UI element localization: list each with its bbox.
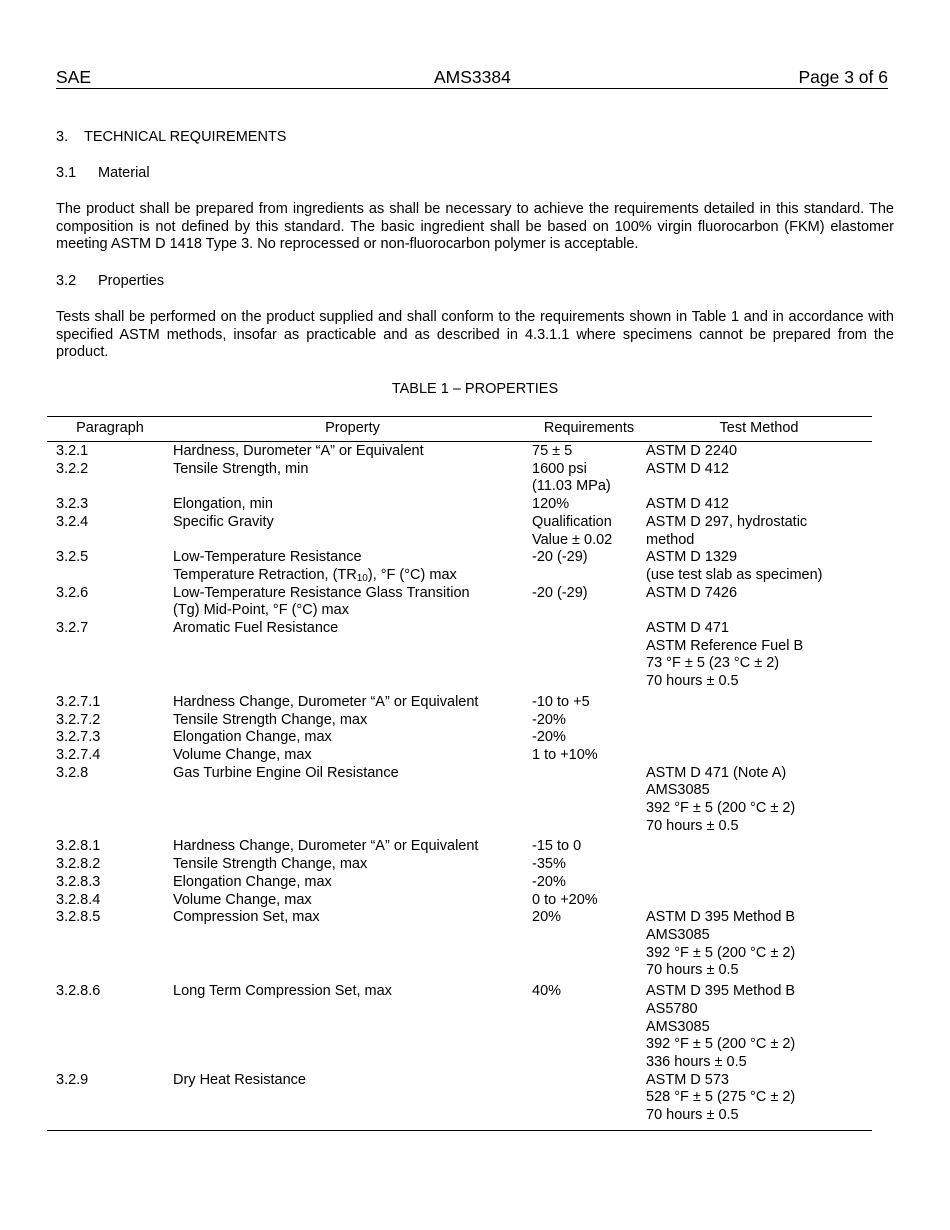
property-line: Volume Change, max xyxy=(173,746,312,763)
test-method-line: 70 hours ± 0.5 xyxy=(646,962,739,979)
requirement-line: 120% xyxy=(532,496,570,513)
section-3-1-title: Material xyxy=(98,165,150,181)
cell-test-method xyxy=(646,874,872,892)
cell-requirements xyxy=(532,835,646,856)
table-row xyxy=(47,909,872,980)
test-method-line: 392 °F ± 5 (200 °C ± 2) xyxy=(646,944,796,961)
cell-requirements xyxy=(532,1072,646,1131)
table-row xyxy=(47,496,872,514)
test-method-line: 528 °F ± 5 (275 °C ± 2) xyxy=(646,1089,796,1106)
test-method-line: ASTM D 412 xyxy=(646,460,729,477)
test-method-line: AMS3085 xyxy=(646,782,710,799)
cell-requirements xyxy=(532,620,646,691)
property-line: Volume Change, max xyxy=(173,891,312,908)
property-line: (Tg) Mid-Point, °F (°C) max xyxy=(173,602,349,619)
col-header-paragraph: Paragraph xyxy=(47,417,173,442)
property-line: Compression Set, max xyxy=(173,909,320,926)
property-line: Tensile Strength Change, max xyxy=(173,711,368,728)
table-caption: TABLE 1 – PROPERTIES xyxy=(391,381,559,397)
cell-test-method xyxy=(646,980,872,1072)
property-line: Hardness Change, Durometer “A” or Equivalent xyxy=(173,693,479,710)
table-row xyxy=(47,765,872,836)
property-line: Low-Temperature Resistance Glass Transition xyxy=(173,584,470,601)
cell-property xyxy=(173,892,532,910)
header-page-number: Page 3 of 6 xyxy=(798,67,888,87)
cell-property xyxy=(173,856,532,874)
test-method-line: ASTM D 573 xyxy=(646,1071,729,1088)
col-header-property: Property xyxy=(173,417,532,442)
requirement-line: -20 (-29) xyxy=(532,584,588,601)
table-row xyxy=(47,980,872,1072)
cell-paragraph: 3.2.7.3 xyxy=(56,729,101,746)
test-method-line: ASTM D 412 xyxy=(646,496,729,513)
cell-requirements xyxy=(532,909,646,980)
cell-paragraph: 3.2.7.4 xyxy=(56,746,101,763)
requirement-line: 20% xyxy=(532,909,562,926)
cell-test-method xyxy=(646,892,872,910)
cell-requirements xyxy=(532,729,646,747)
test-method-line: (use test slab as specimen) xyxy=(646,566,823,583)
table-row xyxy=(47,874,872,892)
cell-requirements xyxy=(532,549,646,584)
page-header xyxy=(56,67,888,89)
property-line: Elongation, min xyxy=(173,496,273,513)
cell-paragraph: 3.2.9 xyxy=(47,1072,173,1131)
cell-paragraph: 3.2.8.6 xyxy=(56,983,101,1000)
table-header-row xyxy=(47,417,872,442)
test-method-line: ASTM D 395 Method B xyxy=(646,909,796,926)
table-row xyxy=(47,620,872,691)
property-line: Tensile Strength Change, max xyxy=(173,856,368,873)
table-row xyxy=(47,549,872,584)
section-3-2-number: 3.2 xyxy=(56,273,77,289)
cell-test-method xyxy=(646,514,872,549)
property-line: Elongation Change, max xyxy=(173,729,332,746)
cell-requirements xyxy=(532,874,646,892)
requirement-line: 75 ± 5 xyxy=(532,443,573,459)
section-3-heading xyxy=(56,129,286,146)
cell-paragraph: 3.2.7.1 xyxy=(56,693,101,710)
requirement-line: 0 to +20% xyxy=(532,891,598,908)
cell-test-method xyxy=(646,909,872,980)
cell-property xyxy=(173,874,532,892)
header-doc-number: AMS3384 xyxy=(434,67,511,87)
property-text: Temperature Retraction, (TR xyxy=(173,566,357,583)
property-line: Long Term Compression Set, max xyxy=(173,983,392,1000)
cell-paragraph: 3.2.8 xyxy=(56,764,89,781)
table-row xyxy=(47,691,872,712)
cell-property xyxy=(173,747,532,765)
requirement-line: -35% xyxy=(532,856,566,873)
test-method-line: 336 hours ± 0.5 xyxy=(646,1053,747,1070)
requirement-line: -20% xyxy=(532,873,566,890)
table-row xyxy=(47,747,872,765)
test-method-line: 392 °F ± 5 (200 °C ± 2) xyxy=(646,800,796,817)
table-row xyxy=(47,856,872,874)
cell-paragraph: 3.2.8.2 xyxy=(56,856,101,873)
cell-paragraph: 3.2.7.2 xyxy=(56,711,101,728)
property-line: Dry Heat Resistance xyxy=(173,1071,306,1088)
cell-property xyxy=(173,461,532,496)
cell-test-method xyxy=(646,856,872,874)
cell-property xyxy=(173,980,532,1072)
cell-test-method xyxy=(646,585,872,620)
cell-requirements xyxy=(532,442,646,461)
test-method-line: 392 °F ± 5 (200 °C ± 2) xyxy=(646,1036,796,1053)
cell-requirements xyxy=(532,856,646,874)
cell-test-method xyxy=(646,442,872,461)
property-line: Hardness, Durometer “A” or Equivalent xyxy=(173,443,424,459)
requirement-line: (11.03 MPa) xyxy=(532,478,611,495)
table-row xyxy=(47,585,872,620)
cell-paragraph: 3.2.7 xyxy=(56,620,89,637)
property-line: Hardness Change, Durometer “A” or Equivalent xyxy=(173,838,479,855)
property-line xyxy=(173,567,532,585)
test-method-line: ASTM D 395 Method B xyxy=(646,983,796,1000)
cell-paragraph: 3.2.4 xyxy=(56,513,89,530)
table-row xyxy=(47,712,872,730)
property-line: Gas Turbine Engine Oil Resistance xyxy=(173,764,399,781)
requirement-line: 1600 psi xyxy=(532,460,587,477)
table-row xyxy=(47,514,872,549)
section-3-2-heading xyxy=(56,273,164,290)
property-text: ), °F (°C) max xyxy=(367,566,457,583)
table-body xyxy=(47,442,872,1131)
cell-requirements xyxy=(532,765,646,836)
cell-property xyxy=(173,729,532,747)
test-method-line: ASTM D 471 xyxy=(646,620,729,637)
property-line: Aromatic Fuel Resistance xyxy=(173,620,339,637)
requirement-line: Value ± 0.02 xyxy=(532,531,613,548)
cell-test-method xyxy=(646,1072,872,1131)
cell-property xyxy=(173,514,532,549)
cell-paragraph: 3.2.8.1 xyxy=(56,838,101,855)
cell-requirements xyxy=(532,585,646,620)
requirement-line: -15 to 0 xyxy=(532,838,582,855)
requirement-line: Qualification xyxy=(532,513,612,530)
cell-requirements xyxy=(532,747,646,765)
cell-paragraph: 3.2.3 xyxy=(56,496,89,513)
section-3-2-title: Properties xyxy=(98,273,165,289)
test-method-line: ASTM D 471 (Note A) xyxy=(646,764,787,781)
cell-property xyxy=(173,909,532,980)
test-method-line: ASTM Reference Fuel B xyxy=(646,637,804,654)
test-method-line: ASTM D 1329 xyxy=(646,549,738,566)
cell-paragraph: 3.2.5 xyxy=(56,549,89,566)
section-3-title: TECHNICAL REQUIREMENTS xyxy=(84,129,287,145)
col-header-test-method: Test Method xyxy=(646,417,872,442)
test-method-line: 70 hours ± 0.5 xyxy=(646,1107,739,1124)
test-method-line: 73 °F ± 5 (23 °C ± 2) xyxy=(646,655,780,672)
cell-requirements xyxy=(532,496,646,514)
cell-property xyxy=(173,496,532,514)
cell-requirements xyxy=(532,892,646,910)
cell-test-method xyxy=(646,729,872,747)
cell-paragraph: 3.2.6 xyxy=(56,584,89,601)
cell-property xyxy=(173,620,532,691)
cell-property xyxy=(173,585,532,620)
cell-property xyxy=(173,691,532,712)
test-method-line: AMS3085 xyxy=(646,1018,710,1035)
cell-test-method xyxy=(646,747,872,765)
section-3-1-number: 3.1 xyxy=(56,165,77,181)
cell-property xyxy=(173,1072,532,1131)
col-header-requirements: Requirements xyxy=(532,417,646,442)
requirement-line: -20% xyxy=(532,729,566,746)
table-row xyxy=(47,461,872,496)
cell-paragraph: 3.2.8.3 xyxy=(56,873,101,890)
requirement-line: 1 to +10% xyxy=(532,746,598,763)
test-method-line: ASTM D 297, hydrostatic xyxy=(646,513,808,530)
section-3-number: 3. xyxy=(56,129,69,145)
table-row xyxy=(47,835,872,856)
requirement-line: -10 to +5 xyxy=(532,693,590,710)
cell-test-method xyxy=(646,712,872,730)
property-subscript: 10 xyxy=(356,572,368,584)
cell-paragraph: 3.2.1 xyxy=(56,443,89,459)
requirement-line: -20% xyxy=(532,711,566,728)
cell-test-method xyxy=(646,620,872,691)
cell-requirements xyxy=(532,461,646,496)
cell-paragraph: 3.2.2 xyxy=(56,460,89,477)
cell-test-method xyxy=(646,765,872,836)
test-method-line: 70 hours ± 0.5 xyxy=(646,817,739,834)
cell-test-method xyxy=(646,461,872,496)
test-method-line: ASTM D 2240 xyxy=(646,443,738,459)
cell-test-method xyxy=(646,835,872,856)
cell-paragraph: 3.2.8.4 xyxy=(56,891,101,908)
cell-test-method xyxy=(646,549,872,584)
cell-requirements xyxy=(532,712,646,730)
section-3-1-heading xyxy=(56,165,150,182)
section-3-2-text: Tests shall be performed on the product supplied and shall conform to the requirements shown in Table 1 and in accordance with specified ASTM methods, insofar as practicable and as described in 4.3.1.1 where specimens cannot be prepared from the product. xyxy=(56,309,894,361)
cell-property xyxy=(173,765,532,836)
section-3-1-text: The product shall be prepared from ingredients as shall be necessary to achieve the requirements detailed in this standard. The composition is not defined by this standard. The basic ingredient shall be based on 100% virgin fluorocarbon (FKM) elastomer meeting ASTM D 1418 Type 3. No reprocessed or non-fluorocarbon polymer is acceptable. xyxy=(56,201,894,253)
property-line: Specific Gravity xyxy=(173,513,274,530)
cell-property xyxy=(173,549,532,584)
table-row xyxy=(47,442,872,461)
cell-property xyxy=(173,442,532,461)
table-row xyxy=(47,729,872,747)
test-method-line: method xyxy=(646,531,695,548)
cell-paragraph: 3.2.8.5 xyxy=(56,909,101,926)
table-row xyxy=(47,1072,872,1131)
requirement-line: 40% xyxy=(532,983,562,1000)
cell-test-method xyxy=(646,496,872,514)
test-method-line: ASTM D 7426 xyxy=(646,584,738,601)
property-line: Tensile Strength, min xyxy=(173,460,309,477)
table-row xyxy=(47,892,872,910)
cell-property xyxy=(173,712,532,730)
requirement-line: -20 (-29) xyxy=(532,549,588,566)
property-line: Elongation Change, max xyxy=(173,873,332,890)
properties-table xyxy=(47,416,872,1131)
cell-requirements xyxy=(532,514,646,549)
header-org: SAE xyxy=(56,67,92,87)
test-method-line: AS5780 xyxy=(646,1000,698,1017)
test-method-line: 70 hours ± 0.5 xyxy=(646,673,739,690)
property-line: Low-Temperature Resistance xyxy=(173,549,362,566)
cell-requirements xyxy=(532,980,646,1072)
cell-property xyxy=(173,835,532,856)
test-method-line: AMS3085 xyxy=(646,926,710,943)
cell-test-method xyxy=(646,691,872,712)
cell-requirements xyxy=(532,691,646,712)
